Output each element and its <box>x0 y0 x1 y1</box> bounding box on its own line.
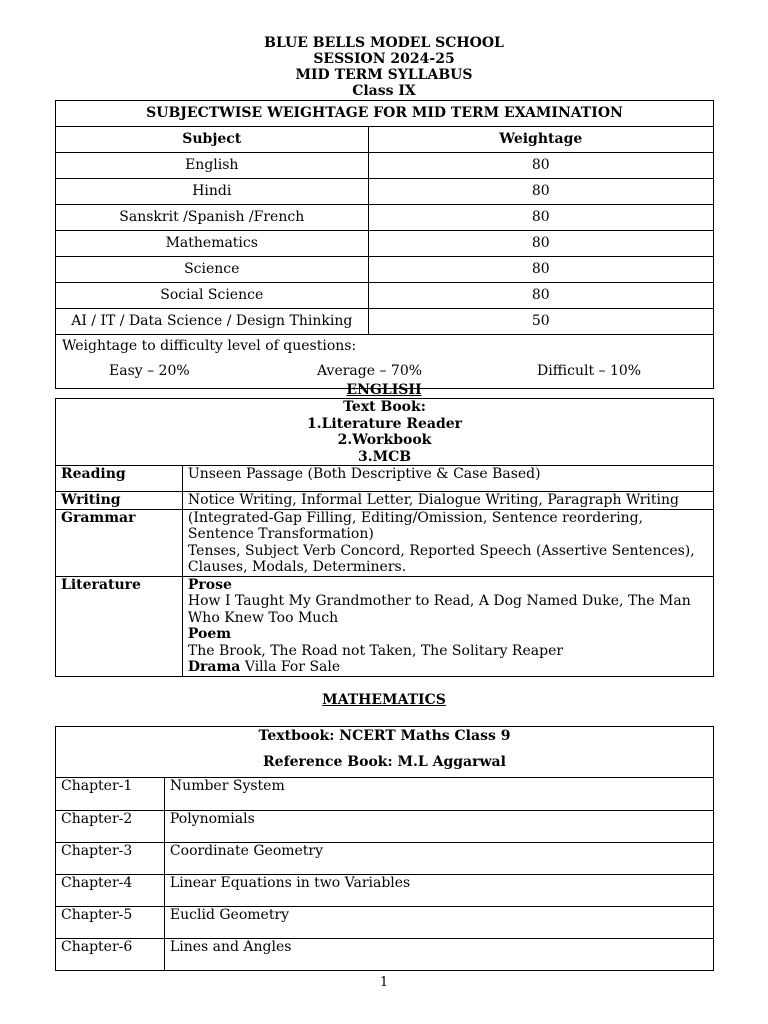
textbook-3: 3.MCB <box>357 448 412 465</box>
mathematics-section-title: MATHEMATICS <box>322 692 446 708</box>
difficulty-average: Average – 70% <box>317 362 423 379</box>
chapter-num: Chapter-4 <box>56 875 165 907</box>
session: SESSION 2024-25 <box>313 51 455 67</box>
chapter-name: Polynomials <box>164 811 713 843</box>
subject-cell: AI / IT / Data Science / Design Thinking <box>56 309 369 335</box>
subject-cell: Social Science <box>56 283 369 309</box>
chapter-name: Lines and Angles <box>164 939 713 971</box>
syllabus-title: MID TERM SYLLABUS <box>295 67 473 83</box>
chapter-num: Chapter-6 <box>56 939 165 971</box>
chapter-num: Chapter-2 <box>56 811 165 843</box>
drama-label: Drama <box>187 659 241 675</box>
table-row <box>56 811 714 843</box>
math-textbook-cell <box>56 727 714 778</box>
subject-cell: Hindi <box>56 179 369 205</box>
reading-label: Reading <box>56 466 183 492</box>
weight-cell: 80 <box>368 205 713 231</box>
chapter-num: Chapter-3 <box>56 843 165 875</box>
weight-cell: 80 <box>368 231 713 257</box>
weight-cell: 80 <box>368 257 713 283</box>
grammar-label: Grammar <box>56 509 183 576</box>
english-section-title: ENGLISH <box>346 382 422 398</box>
writing-label: Writing <box>56 492 183 510</box>
grammar-text <box>182 509 713 576</box>
drama-line <box>188 659 708 676</box>
class-label: Class IX <box>352 83 416 99</box>
weight-cell: 80 <box>368 179 713 205</box>
literature-text <box>182 576 713 676</box>
difficulty-label: Weightage to difficulty level of questions: <box>62 338 357 354</box>
chapter-num: Chapter-5 <box>56 907 165 939</box>
difficulty-difficult: Difficult – 10% <box>537 362 642 379</box>
col-subject: Subject <box>56 127 369 153</box>
poem-label: Poem <box>187 626 232 642</box>
english-table <box>55 398 714 677</box>
chapter-name: Coordinate Geometry <box>164 843 713 875</box>
mathematics-table <box>55 726 714 971</box>
difficulty-easy: Easy – 20% <box>109 362 190 379</box>
table-row <box>56 205 714 231</box>
table-row <box>56 153 714 179</box>
weightage-heading: SUBJECTWISE WEIGHTAGE FOR MID TERM EXAMINATION <box>56 101 714 127</box>
prose-label: Prose <box>187 576 232 593</box>
writing-text: Notice Writing, Informal Letter, Dialogue Writing, Paragraph Writing <box>182 492 713 510</box>
textbook-2: 2.Workbook <box>337 432 432 448</box>
table-row <box>56 843 714 875</box>
textbook-1: 1.Literature Reader <box>306 415 463 432</box>
table-row <box>56 939 714 971</box>
table-row <box>56 778 714 811</box>
weight-cell: 80 <box>368 153 713 179</box>
col-weightage: Weightage <box>368 127 713 153</box>
chapter-name: Number System <box>164 778 713 811</box>
grammar-line-2: Tenses, Subject Verb Concord, Reported Speech (Assertive Sentences), Clauses, Modals, Determiners. <box>187 542 695 575</box>
english-textbooks-cell <box>56 399 714 466</box>
chapter-num: Chapter-1 <box>56 778 165 811</box>
reading-text: Unseen Passage (Both Descriptive & Case Based) <box>182 466 713 492</box>
math-textbook: Textbook: NCERT Maths Class 9 <box>258 728 511 744</box>
difficulty-cell <box>56 335 714 389</box>
subject-cell: Sanskrit /Spanish /French <box>56 205 369 231</box>
weight-cell: 80 <box>368 283 713 309</box>
drama-text: Villa For Sale <box>240 659 341 675</box>
subject-cell: Science <box>56 257 369 283</box>
table-row <box>56 179 714 205</box>
table-row <box>56 907 714 939</box>
school-name: BLUE BELLS MODEL SCHOOL <box>264 35 504 51</box>
subject-cell: English <box>56 153 369 179</box>
grammar-line-1: (Integrated-Gap Filling, Editing/Omission, Sentence reordering, Sentence Transformation) <box>187 509 644 542</box>
textbook-label: Text Book: <box>343 399 426 415</box>
prose-text: How I Taught My Grandmother to Read, A Dog Named Duke, The Man Who Knew Too Much <box>187 593 691 626</box>
poem-text: The Brook, The Road not Taken, The Solitary Reaper <box>187 642 564 659</box>
table-row <box>56 309 714 335</box>
weightage-table <box>55 100 714 389</box>
chapter-name: Euclid Geometry <box>164 907 713 939</box>
subject-cell: Mathematics <box>56 231 369 257</box>
table-row <box>56 875 714 907</box>
table-row <box>56 257 714 283</box>
table-row <box>56 283 714 309</box>
weight-cell: 50 <box>368 309 713 335</box>
page-number: 1 <box>379 975 389 990</box>
literature-label: Literature <box>56 576 183 676</box>
math-reference: Reference Book: M.L Aggarwal <box>263 753 506 770</box>
chapter-name: Linear Equations in two Variables <box>164 875 713 907</box>
table-row <box>56 231 714 257</box>
